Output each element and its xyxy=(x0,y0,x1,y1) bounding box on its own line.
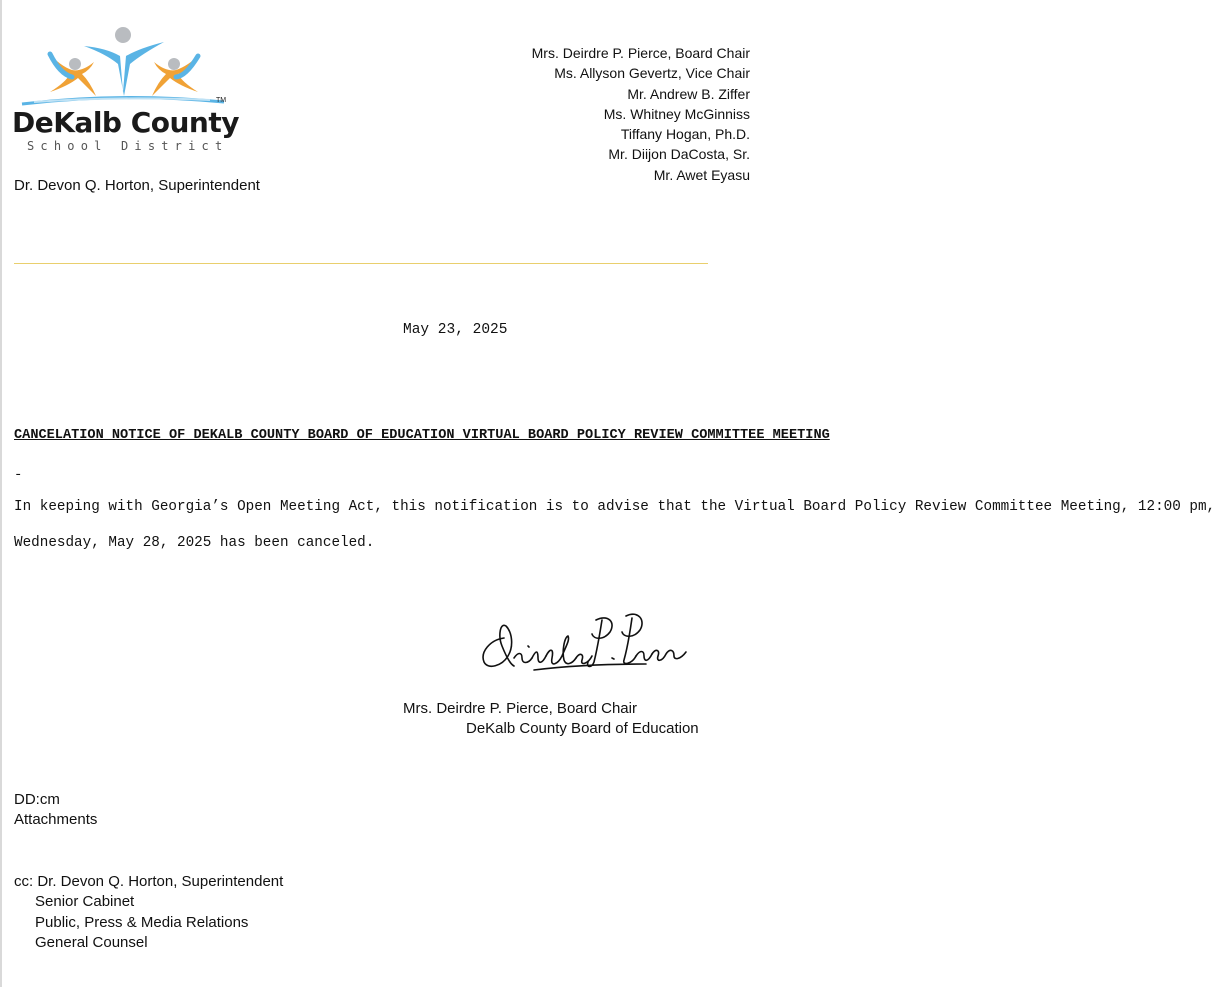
board-member: Mr. Diijon DaCosta, Sr. xyxy=(608,146,750,163)
board-member: Mrs. Deirdre P. Pierce, Board Chair xyxy=(531,45,750,61)
cc-recipient: General Counsel xyxy=(35,933,148,951)
board-member: Ms. Whitney McGinniss xyxy=(603,105,750,122)
signer-organization: DeKalb County Board of Education xyxy=(466,720,699,737)
logo-name: DeKalb County xyxy=(12,106,240,139)
logo-figures-icon xyxy=(10,22,242,112)
logo-trademark: TM xyxy=(216,97,227,104)
body-text-line-1: In keeping with Georgia’s Open Meeting Act, this notification is to advise that the Virtual Board Policy Review Committee Meeting, 12:00 pm, xyxy=(14,499,1215,515)
notice-heading: CANCELATION NOTICE OF DEKALB COUNTY BOARD OF EDUCATION VIRTUAL BOARD POLICY REVIEW COMMITTEE MEETING xyxy=(14,428,830,443)
board-member: Mr. Andrew B. Ziffer xyxy=(627,85,750,102)
superintendent-name: Dr. Devon Q. Horton, Superintendent xyxy=(14,177,260,194)
cc-recipient: Senior Cabinet xyxy=(35,893,135,911)
logo-subtitle: School District xyxy=(27,139,229,153)
body-text-line-2: Wednesday, May 28, 2025 has been canceled. xyxy=(14,535,375,551)
dekalb-logo xyxy=(10,22,242,162)
cc-label: cc: Dr. Devon Q. Horton, Superintendent xyxy=(14,873,284,890)
board-member: Mr. Awet Eyasu xyxy=(653,166,750,183)
attachments-label: Attachments xyxy=(14,811,98,828)
signature-image xyxy=(476,606,691,678)
board-member: Tiffany Hogan, Ph.D. xyxy=(620,126,750,143)
letter-date: May 23, 2025 xyxy=(403,322,508,338)
cc-recipient: Public, Press & Media Relations xyxy=(35,913,249,931)
signer-name: Mrs. Deirdre P. Pierce, Board Chair xyxy=(403,700,637,717)
page-left-border xyxy=(0,0,2,987)
separator-dash: - xyxy=(14,467,23,483)
board-member-list xyxy=(532,43,750,185)
cc-list xyxy=(14,872,283,953)
reference-initials: DD:cm xyxy=(14,791,60,808)
board-member: Ms. Allyson Gevertz, Vice Chair xyxy=(554,65,750,82)
header-divider xyxy=(14,263,708,264)
